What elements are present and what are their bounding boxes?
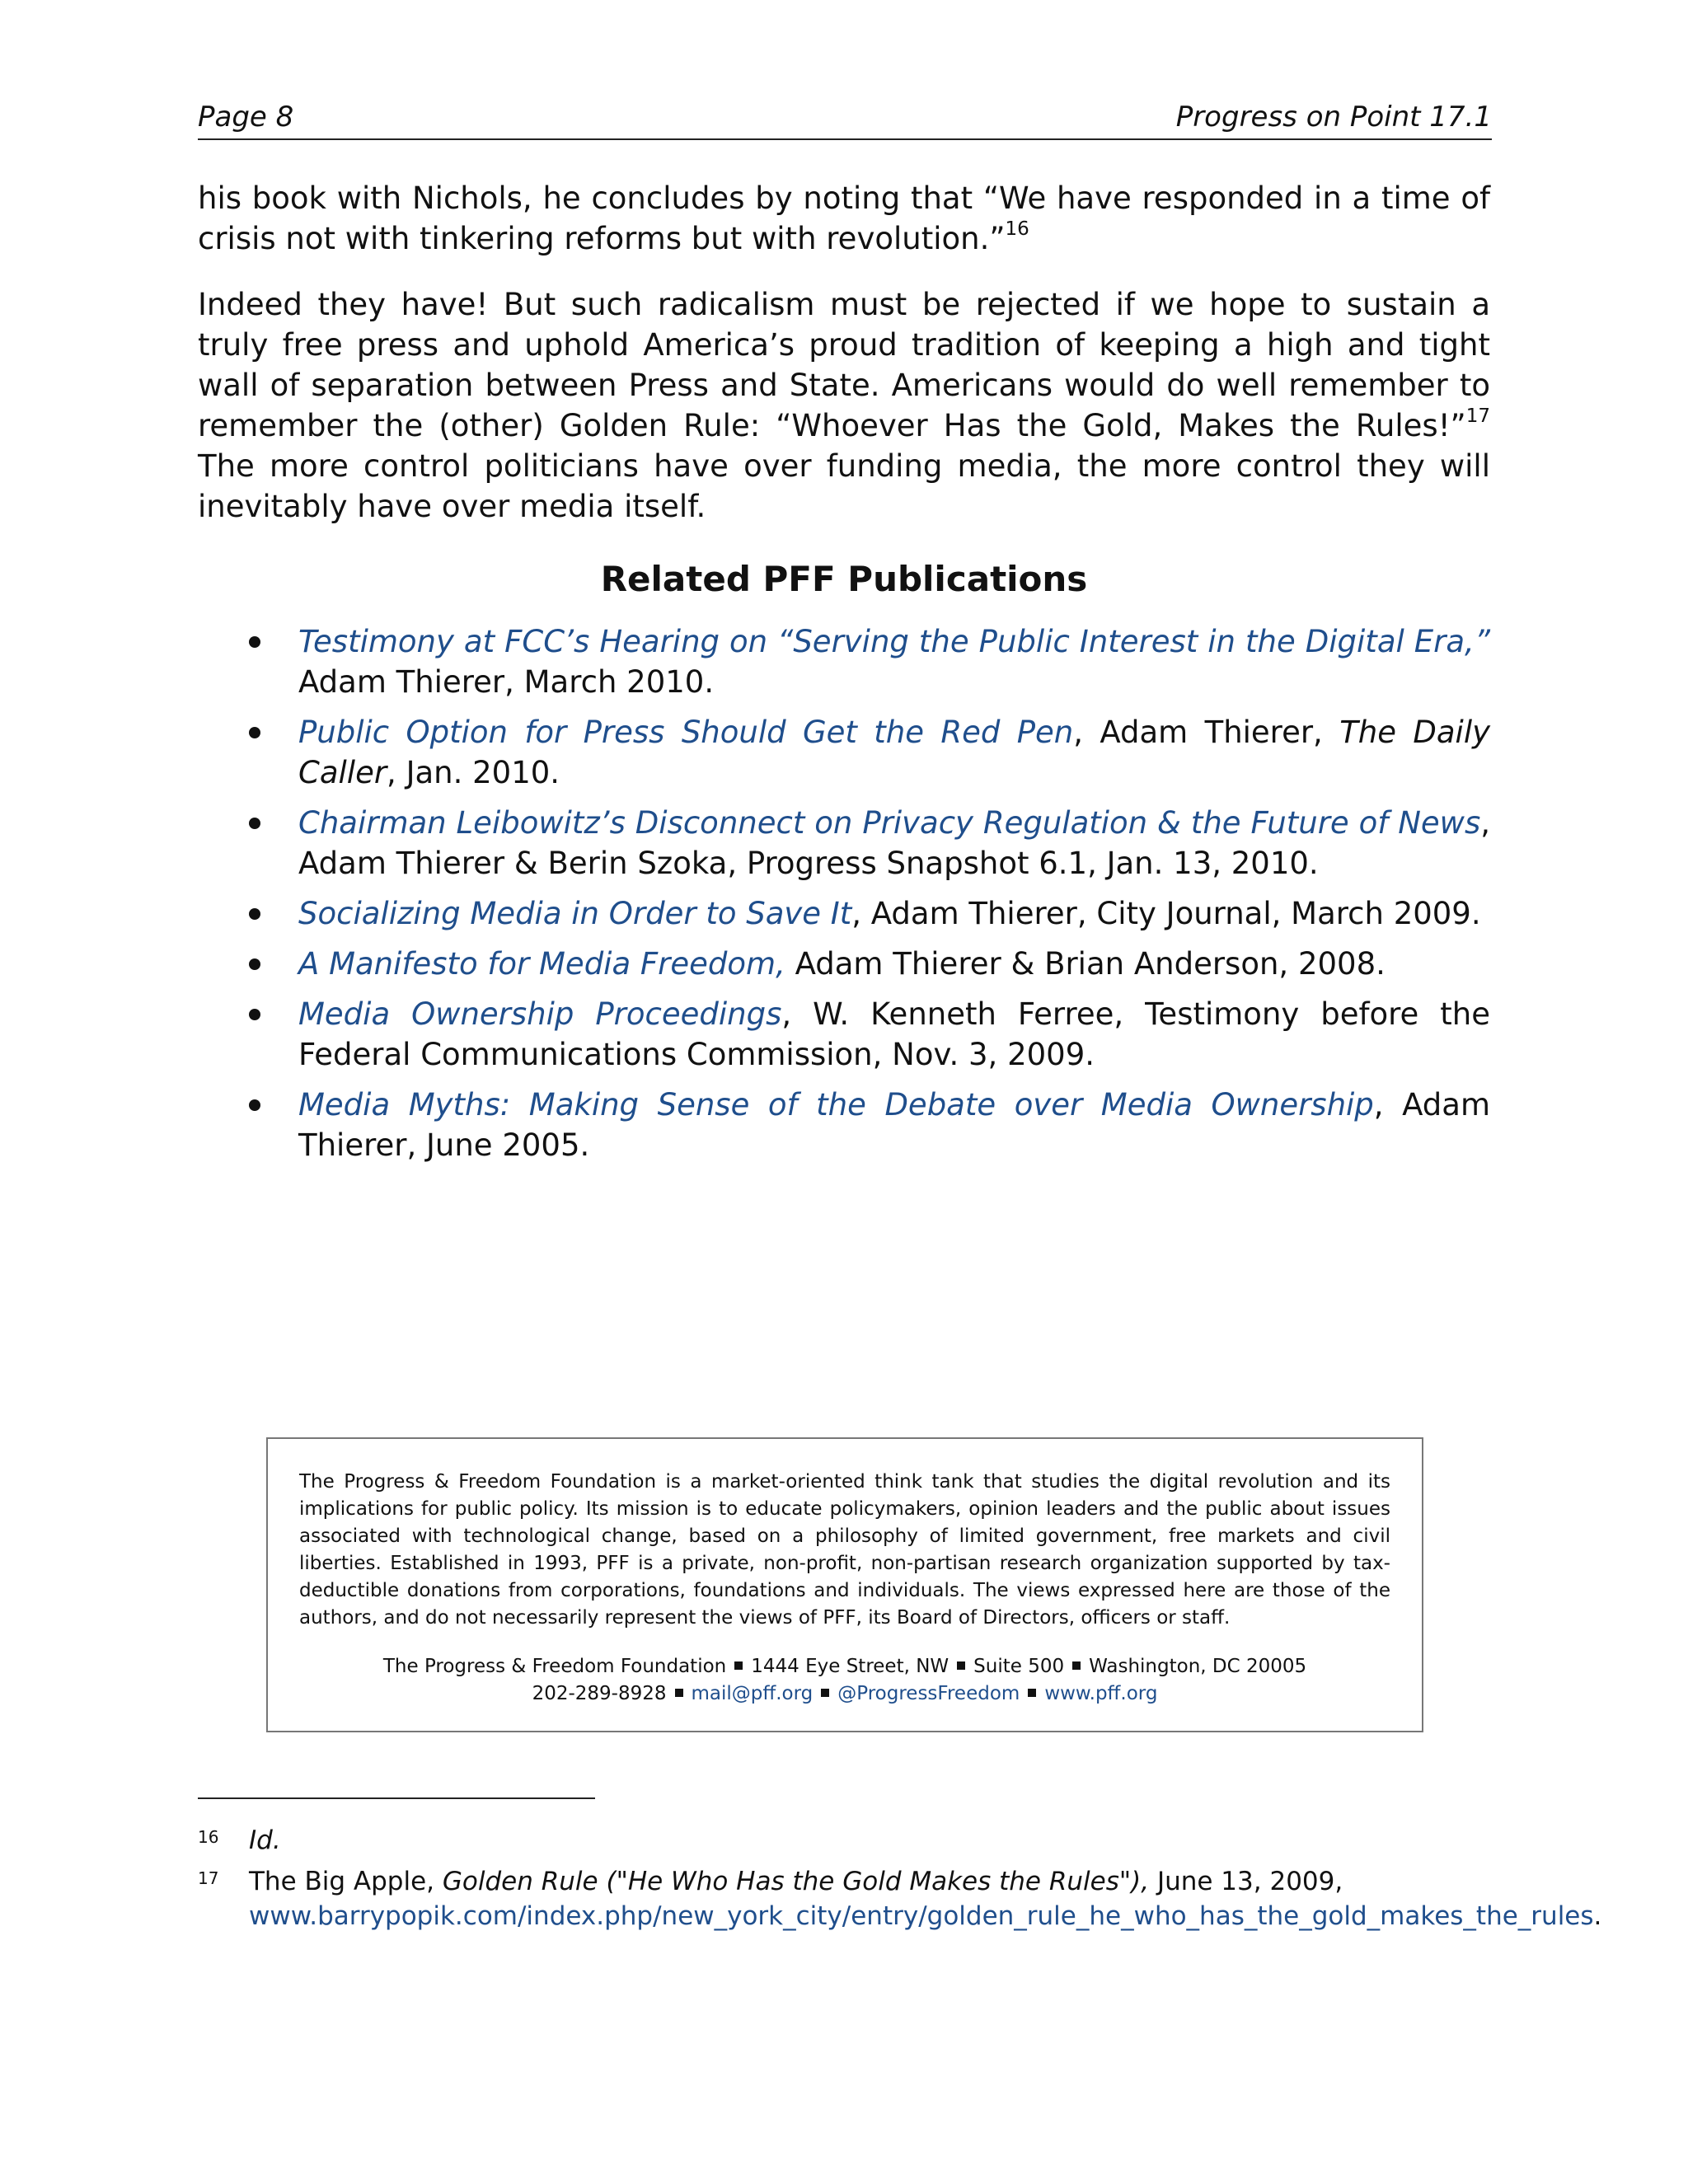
publication-details: , Adam Thierer, June 2005.	[298, 1087, 1490, 1163]
publication-details: , Jan. 2010.	[387, 755, 560, 790]
page-header	[198, 97, 1492, 140]
list-item	[247, 803, 1490, 883]
list-item	[247, 712, 1490, 793]
address-line	[299, 1653, 1390, 1680]
publication-link[interactable]: Chairman Leibowitz’s Disconnect on Privacy Regulation & the Future of News	[298, 805, 1481, 841]
footnote-ref-17[interactable]: 17	[1465, 405, 1490, 427]
publication-author: , Adam Thierer,	[1073, 715, 1340, 750]
about-text: The Progress & Freedom Foundation is a market-oriented think tank that studies the digital revolution and its implications for public policy. Its mission is to educate policymakers, opinion leaders and the public about issues associated with technological change, based on a philosophy of limited government, free markets and civil liberties. Established in 1993, PFF is a private, non-profit, non-partisan research organization supported by tax-deductible donations from corporations, foundations and individuals. The views expressed here are those of the authors, and do not necessarily represent the views of PFF, its Board of Directors, officers or staff.	[299, 1471, 1390, 1629]
footnote-number: 16	[198, 1827, 219, 1847]
footnote-date: June 13, 2009,	[1149, 1867, 1343, 1896]
footnote-text: Id.	[249, 1825, 281, 1855]
footnote-source: The Big Apple,	[249, 1867, 443, 1896]
paragraph-text: Indeed they have! But such radicalism must be rejected if we hope to sustain a truly free press and uphold America’s proud tradition of keeping a high and tight wall of separation between Press and State. Americans would do well remember to remember the (other) Golden Rule: “Whoever Has the Gold, Makes the Rules!”	[198, 287, 1490, 443]
footnote-url-link[interactable]: www.barrypopik.com/index.php/new_york_city/entry/golden_rule_he_who_has_the_gold_makes_the_rules	[249, 1901, 1594, 1931]
street: 1444 Eye Street, NW	[751, 1656, 950, 1677]
publication-link[interactable]: Media Myths: Making Sense of the Debate over Media Ownership	[298, 1087, 1374, 1122]
org-name: The Progress & Freedom Foundation	[382, 1656, 727, 1677]
body-paragraph-2	[198, 284, 1490, 527]
about-pff-box	[266, 1437, 1423, 1732]
contact-line	[299, 1680, 1390, 1708]
publication-outlet: The Daily Caller	[298, 715, 1491, 790]
separator-icon	[1028, 1689, 1036, 1697]
separator-icon	[675, 1689, 683, 1697]
publication-link[interactable]: Testimony at FCC’s Hearing on “Serving the Public Interest in the Digital Era,”	[298, 624, 1490, 659]
footnote-16	[198, 1823, 1492, 1858]
series-title: Progress on Point 17.1	[1175, 101, 1492, 134]
publication-link[interactable]: A Manifesto for Media Freedom,	[298, 946, 785, 982]
separator-icon	[734, 1661, 743, 1670]
publication-link[interactable]: Media Ownership Proceedings	[298, 996, 782, 1032]
list-item	[247, 944, 1490, 984]
page-number: Page 8	[198, 101, 294, 134]
twitter-link[interactable]: @ProgressFreedom	[837, 1683, 1020, 1704]
footnote-divider	[198, 1797, 595, 1799]
body-paragraph-1	[198, 178, 1490, 259]
footnote-number: 17	[198, 1868, 219, 1888]
related-publications-list	[247, 621, 1490, 1175]
phone: 202-289-8928	[532, 1683, 667, 1704]
list-item	[247, 994, 1490, 1075]
publication-details: , Adam Thierer, City Journal, March 2009.	[851, 896, 1481, 931]
separator-icon	[1072, 1661, 1081, 1670]
publication-details: , W. Kenneth Ferree, Testimony before the Federal Communications Commission, Nov. 3, 2009.	[298, 996, 1490, 1072]
publication-link[interactable]: Socializing Media in Order to Save It	[298, 896, 852, 931]
separator-icon	[957, 1661, 965, 1670]
separator-icon	[821, 1689, 829, 1697]
publication-link[interactable]: Public Option for Press Should Get the Red Pen	[298, 715, 1074, 750]
footnote-17	[198, 1864, 1602, 1933]
publication-details: , Adam Thierer & Berin Szoka, Progress Snapshot 6.1, Jan. 13, 2010.	[298, 805, 1490, 881]
website-link[interactable]: www.pff.org	[1044, 1683, 1158, 1704]
city: Washington, DC 20005	[1089, 1656, 1307, 1677]
publication-details: Adam Thierer, March 2010.	[298, 664, 715, 700]
list-item	[247, 1085, 1490, 1165]
list-item	[247, 893, 1490, 934]
footnote-title: Golden Rule ("He Who Has the Gold Makes the Rules"),	[442, 1867, 1150, 1896]
email-link[interactable]: mail@pff.org	[691, 1683, 814, 1704]
publication-details: Adam Thierer & Brian Anderson, 2008.	[785, 946, 1386, 982]
footnote-end: .	[1593, 1901, 1602, 1931]
list-item	[247, 621, 1490, 702]
contact-info	[299, 1653, 1390, 1708]
suite: Suite 500	[973, 1656, 1065, 1677]
paragraph-text: his book with Nichols, he concludes by noting that “We have responded in a time of crisis not with tinkering reforms but with revolution.”	[198, 180, 1490, 256]
paragraph-text-continued: The more control politicians have over funding media, the more control they will inevitably have over media itself.	[198, 448, 1490, 524]
footnote-ref-16[interactable]: 16	[1005, 218, 1029, 240]
related-publications-heading: Related PFF Publications	[600, 559, 1088, 599]
